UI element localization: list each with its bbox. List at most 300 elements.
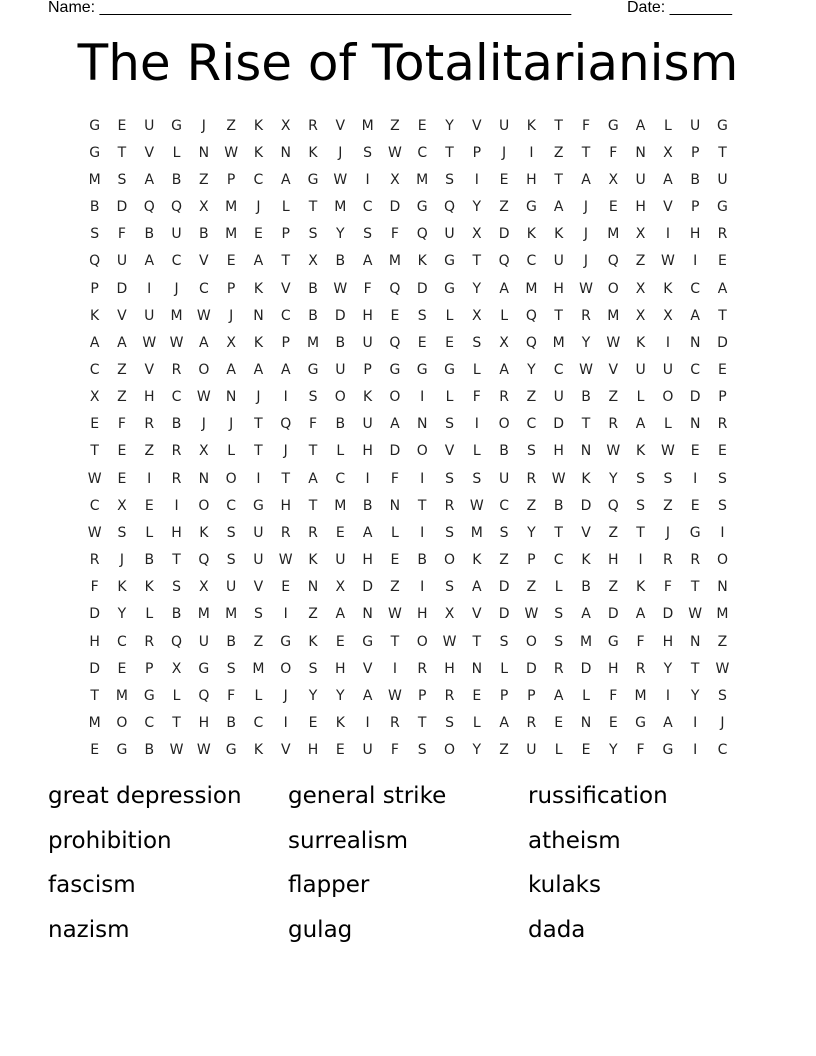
grid-letter: D bbox=[498, 226, 510, 243]
word-list-item: great depression bbox=[48, 783, 242, 809]
grid-letter: V bbox=[663, 199, 673, 216]
grid-letter: W bbox=[579, 361, 593, 378]
grid-letter: R bbox=[280, 524, 291, 541]
grid-letter: Y bbox=[336, 226, 345, 243]
grid-letter: A bbox=[690, 307, 700, 324]
grid-letter: G bbox=[116, 742, 128, 759]
grid-letter: W bbox=[333, 171, 348, 188]
grid-letter: A bbox=[280, 171, 291, 188]
grid-letter: R bbox=[690, 552, 701, 569]
grid-letter: H bbox=[689, 226, 701, 243]
grid-letter: I bbox=[365, 715, 370, 732]
grid-letter: I bbox=[665, 226, 670, 243]
grid-letter: N bbox=[280, 144, 291, 161]
grid-letter: V bbox=[472, 117, 482, 134]
grid-letter: N bbox=[389, 497, 401, 514]
grid-letter: M bbox=[716, 606, 729, 623]
grid-letter: M bbox=[88, 171, 101, 188]
grid-letter: Q bbox=[607, 253, 619, 270]
grid-letter: X bbox=[635, 307, 646, 324]
grid-letter: U bbox=[553, 389, 564, 406]
grid-letter: X bbox=[663, 144, 673, 161]
grid-letter: N bbox=[198, 144, 210, 161]
grid-letter: A bbox=[581, 606, 591, 623]
grid-letter: F bbox=[90, 579, 99, 596]
grid-letter: B bbox=[226, 715, 236, 732]
grid-letter: L bbox=[445, 389, 454, 406]
grid-row bbox=[81, 682, 736, 709]
grid-letter: S bbox=[526, 443, 536, 460]
grid-letter: E bbox=[335, 633, 345, 650]
grid-letter: T bbox=[417, 497, 427, 514]
grid-letter: S bbox=[718, 687, 727, 704]
grid-letter: U bbox=[635, 361, 646, 378]
grid-letter: T bbox=[281, 470, 290, 487]
grid-letter: K bbox=[526, 117, 536, 134]
grid-letter: E bbox=[117, 470, 127, 487]
grid-letter: Q bbox=[416, 226, 428, 243]
grid-letter: E bbox=[90, 742, 100, 759]
grid-letter: Q bbox=[443, 199, 456, 216]
grid-letter: K bbox=[117, 579, 127, 596]
page-title: The Rise of Totalitarianism bbox=[77, 34, 739, 92]
grid-letter: A bbox=[117, 334, 127, 351]
grid-letter: J bbox=[283, 443, 288, 460]
grid-letter: I bbox=[693, 715, 698, 732]
grid-letter: O bbox=[443, 742, 456, 759]
grid-letter: T bbox=[472, 633, 482, 650]
grid-letter: Z bbox=[499, 552, 509, 569]
name-field[interactable]: Name: _____________________________________________________ bbox=[48, 0, 572, 16]
grid-letter: C bbox=[553, 361, 564, 378]
word-list-item: general strike bbox=[288, 783, 447, 809]
grid-letter: S bbox=[499, 524, 509, 541]
grid-letter: X bbox=[199, 199, 209, 216]
grid-letter: S bbox=[445, 715, 454, 732]
grid-letter: J bbox=[174, 280, 179, 297]
grid-letter: C bbox=[89, 497, 100, 514]
grid-letter: T bbox=[581, 416, 591, 433]
grid-letter: W bbox=[660, 253, 675, 270]
grid-letter: O bbox=[498, 416, 510, 433]
grid-letter: J bbox=[583, 226, 589, 243]
grid-letter: L bbox=[554, 742, 563, 759]
grid-letter: G bbox=[444, 253, 455, 270]
grid-letter: L bbox=[172, 144, 181, 161]
grid-letter: U bbox=[253, 552, 264, 569]
grid-letter: A bbox=[499, 715, 509, 732]
grid-letter: M bbox=[334, 199, 347, 216]
grid-letter: E bbox=[445, 334, 454, 351]
grid-letter: M bbox=[388, 253, 401, 270]
grid-letter: I bbox=[283, 606, 288, 623]
grid-letter: D bbox=[580, 660, 592, 677]
grid-letter: M bbox=[416, 171, 429, 188]
grid-letter: J bbox=[119, 552, 125, 569]
grid-letter: I bbox=[474, 416, 479, 433]
grid-letter: I bbox=[147, 280, 152, 297]
grid-letter: A bbox=[253, 361, 264, 378]
grid-letter: V bbox=[335, 117, 346, 134]
grid-letter: T bbox=[718, 307, 727, 324]
grid-letter: B bbox=[171, 606, 182, 623]
grid-letter: X bbox=[663, 307, 673, 324]
word-list-item: surrealism bbox=[288, 827, 408, 854]
grid-letter: E bbox=[554, 715, 564, 732]
word-list bbox=[48, 776, 768, 954]
grid-letter: N bbox=[225, 389, 237, 406]
grid-letter: B bbox=[553, 497, 564, 514]
grid-letter: O bbox=[443, 552, 456, 569]
grid-letter: B bbox=[144, 552, 155, 569]
grid-row bbox=[81, 112, 736, 139]
grid-letter: R bbox=[717, 416, 728, 433]
grid-letter: D bbox=[689, 389, 701, 406]
grid-letter: L bbox=[445, 307, 454, 324]
header bbox=[0, 0, 816, 22]
grid-letter: R bbox=[526, 470, 537, 487]
grid-letter: Y bbox=[308, 687, 318, 704]
grid-letter: W bbox=[387, 144, 402, 161]
grid-letter: Y bbox=[527, 361, 536, 378]
grid-letter: U bbox=[335, 552, 346, 569]
grid-letter: R bbox=[171, 361, 182, 378]
grid-letter: X bbox=[117, 497, 127, 514]
grid-letter: M bbox=[225, 606, 238, 623]
grid-letter: B bbox=[89, 199, 100, 216]
grid-letter: B bbox=[144, 226, 155, 243]
grid-letter: F bbox=[308, 416, 318, 433]
grid-letter: B bbox=[308, 280, 318, 297]
grid-letter: E bbox=[281, 579, 291, 596]
grid-letter: B bbox=[308, 307, 318, 324]
grid-letter: A bbox=[663, 171, 673, 188]
grid-letter: M bbox=[170, 307, 183, 324]
word-list-item: nazism bbox=[48, 916, 130, 943]
grid-letter: E bbox=[690, 443, 700, 460]
grid-letter: N bbox=[717, 579, 728, 596]
grid-letter: T bbox=[90, 443, 99, 460]
grid-letter: R bbox=[635, 660, 646, 677]
grid-letter: H bbox=[362, 307, 373, 324]
grid-letter: L bbox=[500, 660, 508, 677]
grid-letter: U bbox=[144, 307, 155, 324]
grid-letter: V bbox=[144, 361, 155, 378]
grid-letter: D bbox=[416, 280, 428, 297]
grid-letter: S bbox=[472, 470, 482, 487]
grid-letter: M bbox=[88, 715, 101, 732]
grid-letter: V bbox=[144, 144, 155, 161]
grid-letter: H bbox=[362, 552, 373, 569]
grid-letter: N bbox=[635, 144, 646, 161]
grid-letter: B bbox=[581, 579, 591, 596]
grid-letter: Q bbox=[198, 552, 210, 569]
grid-letter: O bbox=[225, 470, 237, 487]
grid-letter: P bbox=[527, 552, 536, 569]
grid-letter: G bbox=[89, 144, 101, 161]
grid-letter: X bbox=[635, 280, 646, 297]
grid-letter: R bbox=[144, 633, 155, 650]
grid-letter: D bbox=[389, 199, 401, 216]
grid-letter: S bbox=[117, 171, 127, 188]
grid-letter: Z bbox=[199, 171, 209, 188]
grid-letter: C bbox=[690, 280, 701, 297]
grid-letter: G bbox=[253, 497, 264, 514]
grid-letter: H bbox=[553, 443, 564, 460]
grid-row bbox=[81, 492, 736, 519]
grid-letter: Z bbox=[499, 199, 509, 216]
grid-letter: M bbox=[225, 226, 238, 243]
grid-letter: P bbox=[363, 361, 372, 378]
grid-letter: Y bbox=[690, 687, 700, 704]
grid-letter: R bbox=[144, 416, 155, 433]
grid-letter: Z bbox=[526, 389, 537, 406]
grid-letter: S bbox=[363, 144, 373, 161]
grid-letter: A bbox=[390, 416, 400, 433]
grid-letter: F bbox=[390, 226, 399, 243]
grid-letter: R bbox=[308, 117, 318, 134]
grid-letter: L bbox=[254, 687, 263, 704]
grid-letter: C bbox=[198, 280, 209, 297]
grid-letter: S bbox=[554, 606, 564, 623]
grid-letter: D bbox=[89, 606, 101, 623]
grid-letter: N bbox=[416, 416, 428, 433]
grid-letter: U bbox=[444, 226, 455, 243]
grid-letter: Y bbox=[609, 470, 618, 487]
grid-letter: K bbox=[308, 633, 318, 650]
grid-letter: P bbox=[690, 199, 700, 216]
grid-row bbox=[81, 221, 736, 248]
grid-letter: H bbox=[662, 633, 674, 650]
grid-letter: X bbox=[444, 606, 455, 623]
grid-letter: R bbox=[663, 552, 673, 569]
grid-letter: W bbox=[87, 470, 102, 487]
grid-letter: L bbox=[281, 199, 290, 216]
grid-letter: N bbox=[689, 416, 701, 433]
grid-letter: A bbox=[581, 171, 591, 188]
grid-letter: S bbox=[718, 470, 727, 487]
grid-letter: G bbox=[689, 524, 701, 541]
word-list-item: atheism bbox=[528, 827, 621, 854]
grid-letter: N bbox=[580, 443, 592, 460]
grid-row bbox=[81, 601, 736, 628]
grid-letter: I bbox=[283, 715, 288, 732]
grid-letter: L bbox=[472, 443, 481, 460]
grid-letter: G bbox=[280, 633, 292, 650]
word-list-item: prohibition bbox=[48, 827, 172, 854]
grid-letter: Q bbox=[389, 280, 401, 297]
grid-letter: F bbox=[472, 389, 481, 406]
grid-letter: Z bbox=[308, 606, 318, 623]
grid-letter: B bbox=[417, 552, 428, 569]
grid-letter: A bbox=[226, 361, 236, 378]
grid-letter: Q bbox=[498, 253, 510, 270]
grid-letter: Z bbox=[663, 497, 673, 514]
grid-letter: G bbox=[225, 742, 237, 759]
grid-letter: L bbox=[145, 524, 154, 541]
grid-letter: A bbox=[553, 687, 564, 704]
grid-letter: A bbox=[253, 253, 264, 270]
grid-row bbox=[81, 329, 736, 356]
grid-letter: E bbox=[718, 361, 727, 378]
grid-letter: M bbox=[552, 334, 565, 351]
grid-letter: K bbox=[144, 579, 154, 596]
grid-letter: A bbox=[280, 361, 291, 378]
date-field[interactable]: Date: _______ bbox=[627, 0, 732, 16]
grid-letter: Z bbox=[553, 144, 564, 161]
grid-letter: S bbox=[308, 226, 318, 243]
grid-letter: Z bbox=[144, 443, 155, 460]
grid-letter: X bbox=[280, 117, 291, 134]
grid-letter: S bbox=[718, 497, 727, 514]
grid-letter: G bbox=[717, 199, 728, 216]
grid-letter: W bbox=[469, 497, 484, 514]
grid-letter: E bbox=[499, 171, 509, 188]
grid-letter: S bbox=[172, 579, 181, 596]
grid-letter: Y bbox=[336, 687, 345, 704]
grid-letter: K bbox=[199, 524, 209, 541]
grid-letter: F bbox=[390, 742, 399, 759]
grid-letter: V bbox=[581, 524, 591, 541]
grid-letter: S bbox=[445, 171, 454, 188]
grid-letter: S bbox=[417, 307, 427, 324]
grid-letter: Y bbox=[609, 742, 618, 759]
grid-letter: N bbox=[471, 660, 483, 677]
grid-letter: G bbox=[143, 687, 155, 704]
grid-letter: T bbox=[581, 144, 591, 161]
grid-letter: F bbox=[636, 633, 645, 650]
grid-letter: X bbox=[635, 226, 646, 243]
grid-row bbox=[81, 248, 736, 275]
grid-letter: M bbox=[607, 226, 620, 243]
grid-letter: N bbox=[580, 715, 592, 732]
grid-letter: W bbox=[196, 389, 211, 406]
grid-letter: I bbox=[529, 144, 534, 161]
grid-letter: K bbox=[581, 470, 591, 487]
grid-letter: U bbox=[498, 117, 510, 134]
grid-letter: A bbox=[635, 606, 646, 623]
grid-letter: H bbox=[608, 552, 619, 569]
grid-letter: L bbox=[172, 687, 181, 704]
grid-letter: Y bbox=[472, 742, 482, 759]
grid-letter: Z bbox=[635, 253, 646, 270]
grid-letter: S bbox=[226, 660, 236, 677]
grid-letter: Z bbox=[608, 524, 619, 541]
grid-letter: X bbox=[226, 334, 236, 351]
grid-row bbox=[81, 411, 736, 438]
grid-letter: V bbox=[117, 307, 127, 324]
grid-letter: G bbox=[416, 199, 428, 216]
grid-letter: S bbox=[445, 524, 454, 541]
grid-letter: V bbox=[444, 443, 455, 460]
grid-letter: L bbox=[336, 443, 345, 460]
grid-letter: N bbox=[253, 307, 264, 324]
grid-letter: Y bbox=[117, 606, 127, 623]
grid-letter: S bbox=[90, 226, 100, 243]
grid-letter: A bbox=[362, 687, 373, 704]
grid-letter: H bbox=[280, 497, 291, 514]
grid-letter: G bbox=[389, 361, 401, 378]
grid-letter: B bbox=[690, 171, 700, 188]
grid-letter: C bbox=[253, 171, 264, 188]
grid-letter: S bbox=[445, 579, 454, 596]
grid-letter: L bbox=[582, 687, 590, 704]
grid-letter: G bbox=[635, 715, 647, 732]
grid-letter: F bbox=[609, 144, 618, 161]
grid-letter: Q bbox=[607, 497, 619, 514]
grid-letter: U bbox=[690, 117, 701, 134]
grid-letter: L bbox=[145, 606, 154, 623]
word-list-item: fascism bbox=[48, 872, 136, 898]
grid-letter: K bbox=[253, 144, 264, 161]
grid-row bbox=[81, 574, 736, 601]
grid-letter: E bbox=[117, 117, 127, 134]
grid-letter: V bbox=[199, 253, 209, 270]
grid-letter: M bbox=[225, 199, 238, 216]
grid-letter: T bbox=[117, 144, 127, 161]
grid-letter: B bbox=[362, 497, 373, 514]
grid-letter: C bbox=[690, 361, 701, 378]
grid-letter: J bbox=[665, 524, 670, 541]
grid-letter: G bbox=[662, 742, 674, 759]
grid-letter: Z bbox=[526, 579, 537, 596]
grid-letter: Z bbox=[608, 389, 619, 406]
grid-letter: O bbox=[116, 715, 128, 732]
grid-letter: W bbox=[524, 606, 539, 623]
grid-letter: G bbox=[307, 361, 319, 378]
grid-letter: E bbox=[390, 552, 400, 569]
grid-letter: U bbox=[662, 361, 673, 378]
grid-letter: T bbox=[718, 144, 727, 161]
grid-letter: T bbox=[90, 687, 99, 704]
grid-letter: A bbox=[553, 199, 564, 216]
grid-letter: H bbox=[335, 660, 346, 677]
grid-letter: T bbox=[281, 253, 290, 270]
grid-letter: P bbox=[90, 280, 99, 297]
grid-letter: O bbox=[416, 633, 428, 650]
grid-letter: T bbox=[254, 416, 263, 433]
grid-letter: S bbox=[417, 742, 427, 759]
grid-letter: V bbox=[280, 742, 291, 759]
grid-letter: G bbox=[362, 633, 374, 650]
grid-letter: S bbox=[472, 334, 482, 351]
grid-letter: Z bbox=[117, 361, 127, 378]
grid-letter: G bbox=[525, 199, 537, 216]
grid-letter: J bbox=[338, 144, 343, 161]
grid-letter: A bbox=[717, 280, 728, 297]
grid-row bbox=[81, 139, 736, 166]
grid-letter: X bbox=[89, 389, 100, 406]
grid-letter: Z bbox=[499, 742, 509, 759]
grid-letter: K bbox=[581, 552, 591, 569]
grid-letter: L bbox=[391, 524, 399, 541]
grid-letter: L bbox=[472, 715, 481, 732]
grid-letter: C bbox=[717, 742, 728, 759]
grid-letter: Q bbox=[171, 633, 183, 650]
grid-letter: W bbox=[579, 280, 593, 297]
grid-letter: G bbox=[198, 660, 210, 677]
grid-letter: N bbox=[362, 606, 373, 623]
grid-letter: O bbox=[716, 552, 728, 569]
grid-letter: F bbox=[609, 687, 618, 704]
grid-letter: H bbox=[143, 389, 155, 406]
grid-letter: X bbox=[199, 443, 209, 460]
grid-letter: S bbox=[663, 470, 673, 487]
grid-letter: P bbox=[527, 687, 536, 704]
grid-letter: L bbox=[227, 443, 236, 460]
grid-letter: U bbox=[362, 742, 373, 759]
grid-letter: E bbox=[417, 334, 427, 351]
